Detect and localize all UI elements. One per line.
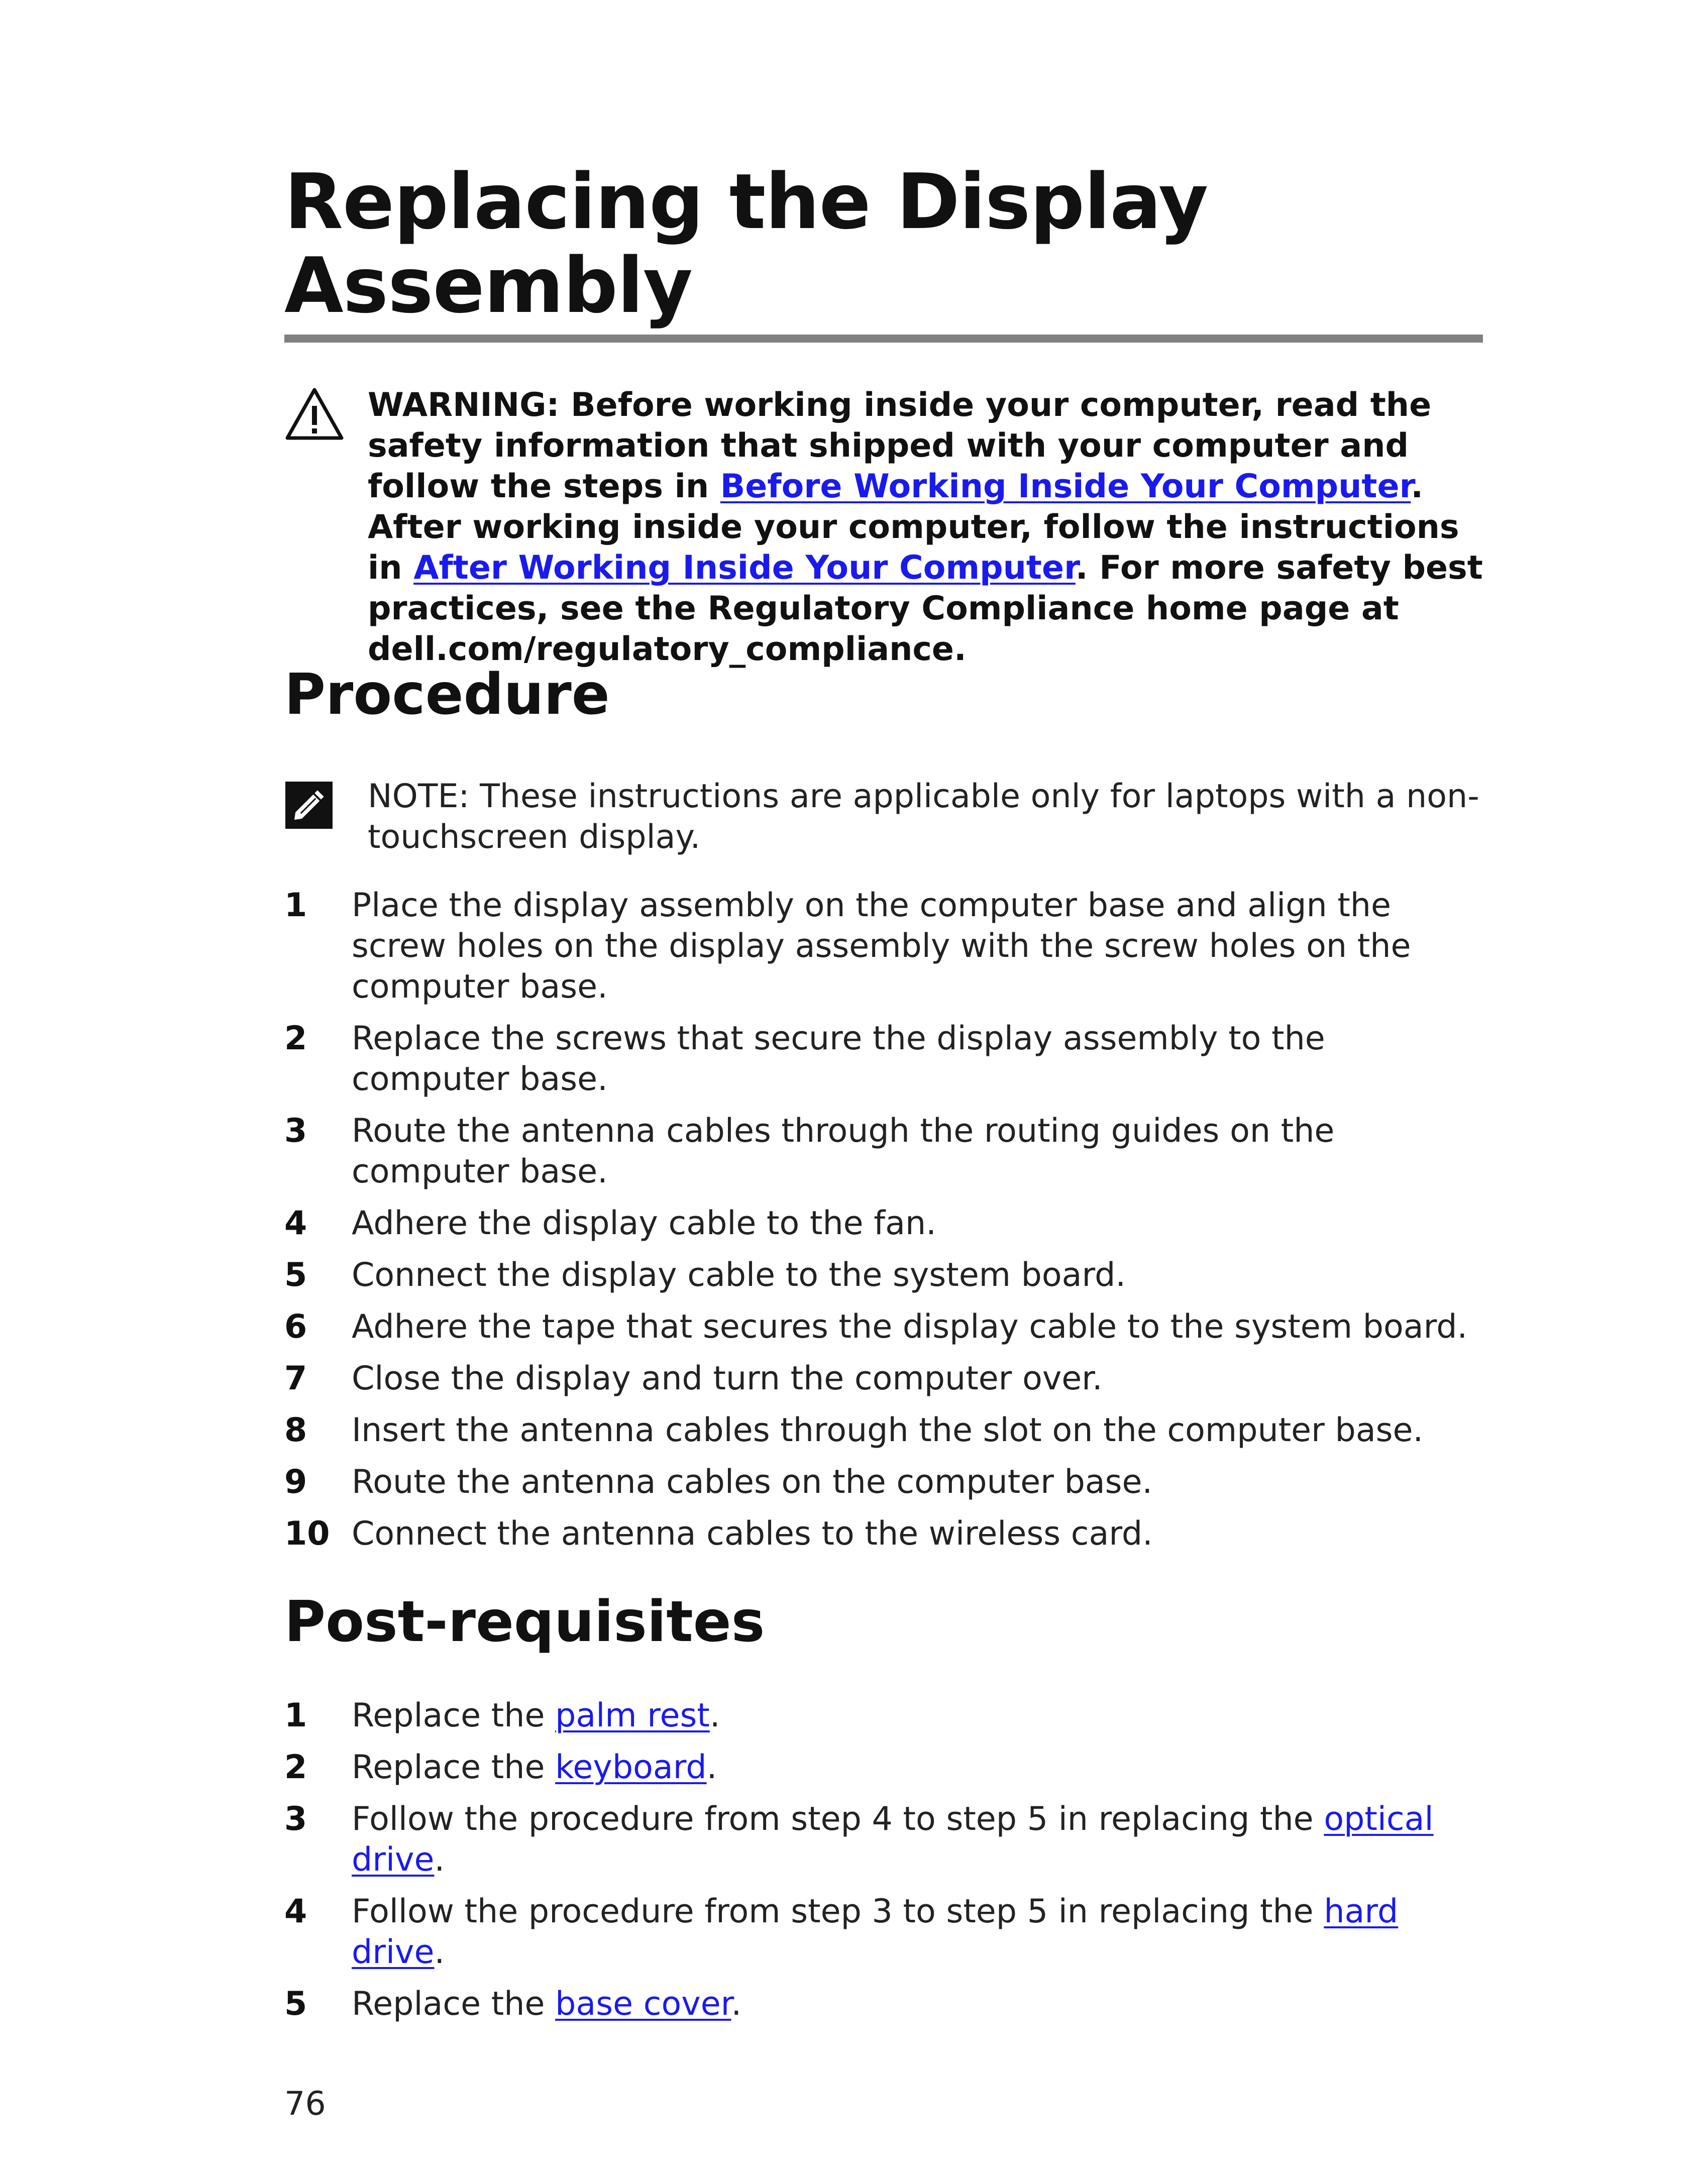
step-number: 3 — [284, 1112, 307, 1150]
step-text: Adhere the tape that secures the display cable to the system board. — [352, 1308, 1468, 1346]
note-pencil-icon — [285, 782, 333, 829]
step-text: Follow the procedure from step 3 to step 5 in replacing the — [352, 1893, 1324, 1930]
title-divider — [284, 335, 1483, 343]
step-text: Close the display and turn the computer over. — [352, 1360, 1103, 1397]
postrequisites-heading: Post-requisites — [284, 1589, 765, 1655]
procedure-step — [284, 1111, 1490, 1192]
step-number: 4 — [284, 1893, 307, 1930]
step-text: Insert the antenna cables through the slot on the computer base. — [352, 1411, 1424, 1449]
procedure-step — [284, 1018, 1490, 1100]
step-text: Route the antenna cables on the computer base. — [352, 1463, 1153, 1501]
step-link[interactable]: optical drive — [352, 1800, 1434, 1879]
step-link[interactable]: palm rest — [555, 1697, 710, 1734]
step-number: 5 — [284, 1256, 307, 1294]
procedure-step — [284, 1462, 1490, 1502]
step-text: Connect the antenna cables to the wireless card. — [352, 1515, 1153, 1553]
procedure-step — [284, 885, 1490, 1007]
postrequisite-step — [284, 1984, 1490, 2024]
step-text: Replace the — [352, 1697, 556, 1734]
postrequisite-step — [284, 1891, 1490, 1973]
procedure-step — [284, 1203, 1490, 1244]
step-number: 8 — [284, 1411, 307, 1449]
warning-text-end: . For more safety best practices, see the Regulatory Compliance home page at dell.com/regulatory_compliance. — [368, 549, 1483, 668]
step-text: Adhere the display cable to the fan. — [352, 1205, 936, 1242]
step-text: Place the display assembly on the computer base and align the screw holes on the display assembly with the screw holes on the computer base. — [352, 887, 1411, 1006]
procedure-steps-list — [284, 885, 1490, 1565]
before-working-inside-link[interactable]: Before Working Inside Your Computer — [720, 468, 1411, 505]
warning-message — [368, 385, 1493, 670]
procedure-step — [284, 1358, 1490, 1399]
procedure-step — [284, 1306, 1490, 1347]
step-text-end: . — [434, 1933, 445, 1971]
step-link[interactable]: base cover — [555, 1985, 731, 2023]
step-number: 9 — [284, 1463, 307, 1501]
after-working-inside-link[interactable]: After Working Inside Your Computer — [413, 549, 1076, 587]
procedure-step — [284, 1410, 1490, 1451]
warning-text-mid: . After working inside your computer, follow the instructions in — [368, 468, 1459, 587]
page-title — [284, 157, 1490, 330]
note-label: NOTE: — [368, 778, 470, 815]
step-text: Route the antenna cables through the routing guides on the computer base. — [352, 1112, 1335, 1190]
step-text-end: . — [709, 1697, 720, 1734]
step-number: 4 — [284, 1205, 307, 1242]
step-link[interactable]: keyboard — [555, 1749, 707, 1786]
step-number: 3 — [284, 1800, 307, 1838]
postrequisite-step — [284, 1799, 1490, 1880]
step-text-end: . — [434, 1841, 445, 1879]
note-body: These instructions are applicable only for laptops with a non-touchscreen display. — [368, 778, 1479, 856]
step-number: 7 — [284, 1360, 307, 1397]
step-text-end: . — [706, 1749, 717, 1786]
step-number: 2 — [284, 1020, 307, 1057]
page-title-line-2: Assembly — [284, 241, 693, 330]
step-text: Replace the — [352, 1985, 556, 2023]
postrequisite-step — [284, 1747, 1490, 1788]
warning-triangle-icon — [284, 387, 345, 442]
step-text: Connect the display cable to the system board. — [352, 1256, 1126, 1294]
step-number: 1 — [284, 887, 307, 924]
step-number: 6 — [284, 1308, 307, 1346]
postrequisites-steps-list — [284, 1695, 1490, 2035]
procedure-step — [284, 1255, 1490, 1295]
procedure-step — [284, 1513, 1490, 1554]
step-text-end: . — [731, 1985, 742, 2023]
step-text: Replace the screws that secure the display assembly to the computer base. — [352, 1020, 1325, 1098]
warning-text-start: WARNING: Before working inside your computer, read the safety information that shipped with your computer and follow the steps in — [368, 386, 1432, 505]
postrequisite-step — [284, 1695, 1490, 1736]
step-number: 2 — [284, 1749, 307, 1786]
step-link[interactable]: hard drive — [352, 1893, 1399, 1971]
step-text: Replace the — [352, 1749, 556, 1786]
step-number: 5 — [284, 1985, 307, 2023]
note-message — [368, 776, 1493, 857]
document-page — [284, 0, 1490, 2180]
page-title-line-1: Replacing the Display — [284, 157, 1208, 246]
page-number: 76 — [284, 2085, 326, 2123]
step-text: Follow the procedure from step 4 to step 5 in replacing the — [352, 1800, 1324, 1838]
step-number: 10 — [284, 1515, 330, 1553]
step-number: 1 — [284, 1697, 307, 1734]
procedure-heading: Procedure — [284, 662, 610, 727]
